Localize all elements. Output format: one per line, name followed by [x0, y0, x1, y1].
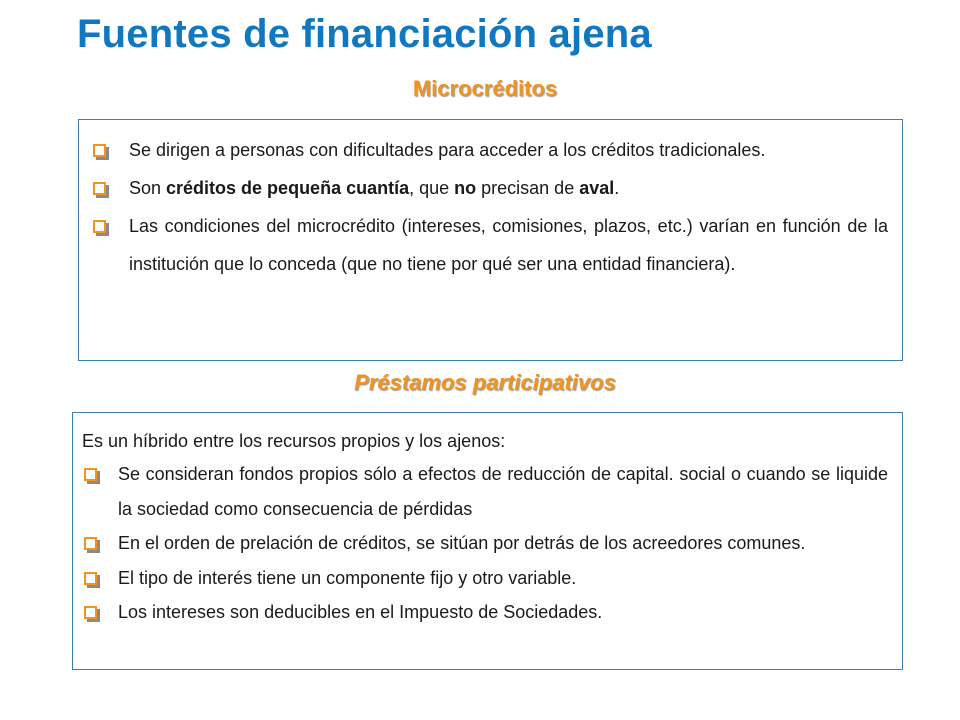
prestamos-heading: Préstamos participativos	[354, 370, 616, 395]
prestamos-intro: Es un híbrido entre los recursos propios y los ajenos:	[82, 431, 506, 451]
list-item	[82, 595, 888, 630]
list-item-text: .	[614, 178, 620, 198]
list-item	[82, 457, 888, 526]
emphasis-text: aval	[579, 178, 615, 198]
list-item-text: Los intereses son deducibles en el Impuesto de Sociedades.	[118, 602, 603, 622]
microcreditos-list	[91, 131, 888, 283]
emphasis-text: no	[454, 178, 477, 198]
list-item	[91, 131, 888, 169]
list-item-text: Las condiciones del microcrédito (intereses, comisiones, plazos, etc.) varían en función de la institución que lo conceda (que no tiene por qué ser una entidad financiera).	[129, 216, 888, 274]
list-item-text: precisan de	[476, 178, 580, 198]
page-title: Fuentes de financiación ajena	[77, 12, 652, 56]
emphasis-text: créditos de pequeña cuantía	[166, 178, 410, 198]
square-bullet-icon	[93, 144, 106, 157]
square-bullet-icon	[84, 468, 97, 481]
list-item	[82, 526, 888, 561]
microcreditos-box	[78, 119, 903, 361]
prestamos-list	[82, 457, 888, 630]
square-bullet-icon	[84, 537, 97, 550]
list-item-text: El tipo de interés tiene un componente fijo y otro variable.	[118, 567, 577, 588]
list-item	[91, 207, 888, 283]
square-bullet-icon	[93, 182, 106, 195]
list-item-text: , que	[409, 178, 455, 198]
square-bullet-icon	[84, 572, 97, 585]
list-item-text: Se dirigen a personas con dificultades para acceder a los créditos tradicionales.	[129, 140, 766, 160]
square-bullet-icon	[93, 220, 106, 233]
list-item	[91, 169, 888, 207]
list-item-text: En el orden de prelación de créditos, se sitúan por detrás de los acreedores comunes.	[118, 533, 806, 553]
microcreditos-heading: Microcréditos	[412, 76, 558, 101]
square-bullet-icon	[84, 606, 97, 619]
prestamos-box	[72, 412, 903, 670]
list-item-text: Se consideran fondos propios sólo a efectos de reducción de capital. social o cuando se liquide la sociedad como consecuencia de pérdidas	[118, 464, 888, 519]
list-item-text: Son	[129, 178, 167, 198]
list-item	[82, 561, 888, 596]
